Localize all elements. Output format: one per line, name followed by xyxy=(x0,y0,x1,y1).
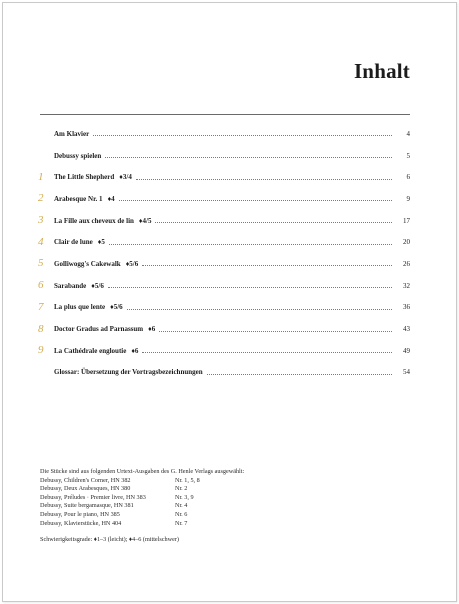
page-number: 9 xyxy=(406,194,410,203)
difficulty-grade: ♦5/6 xyxy=(91,281,104,290)
piece-number: 3 xyxy=(38,214,44,227)
page-number: 20 xyxy=(403,238,410,247)
entry-title: Debussy spielen xyxy=(54,151,102,160)
piece-number: 5 xyxy=(38,257,44,270)
page-number: 36 xyxy=(403,303,410,312)
edition-numbers: Nr. 6 xyxy=(175,510,188,518)
difficulty-legend: Schwierigkeitsgrade: ♦1–3 (leicht); ♦4–6 (mittelschwer) xyxy=(40,536,179,544)
edition-name: Debussy, Klavierstücke, HN 404 xyxy=(40,519,122,527)
piece-number: 9 xyxy=(38,344,44,357)
toc-entry[interactable] xyxy=(38,340,410,362)
entry-title-group xyxy=(54,130,89,138)
toc-entry[interactable] xyxy=(38,253,410,275)
piece-number: 7 xyxy=(38,300,44,313)
toc-entry[interactable] xyxy=(38,297,410,319)
page-number: 4 xyxy=(406,129,410,138)
page-number: 54 xyxy=(403,368,410,377)
edition-row xyxy=(40,502,244,511)
edition-row xyxy=(40,511,244,520)
entry-title: Sarabande xyxy=(54,281,87,290)
entry-title-group xyxy=(54,282,104,290)
dot-leader xyxy=(108,287,392,288)
difficulty-grade: ♦4/5 xyxy=(138,216,152,225)
entry-title: Am Klavier xyxy=(54,129,90,138)
edition-numbers: Nr. 1, 5, 8 xyxy=(175,476,200,484)
entry-title: Glossar: Übersetzung der Vortragsbezeichnungen xyxy=(54,368,203,377)
piece-number: 4 xyxy=(38,235,44,248)
edition-name: Debussy, Deux Arabesques, HN 380 xyxy=(40,485,131,493)
edition-list xyxy=(40,477,244,529)
page-number: 32 xyxy=(403,281,410,290)
piece-number: 6 xyxy=(38,279,44,292)
document-page xyxy=(2,2,457,602)
entry-title: Arabesque Nr. 1 xyxy=(54,194,103,203)
difficulty-grade: ♦5/6 xyxy=(110,303,123,312)
edition-notes xyxy=(40,468,244,545)
toc-entry[interactable] xyxy=(38,275,410,297)
dot-leader xyxy=(142,265,392,266)
edition-numbers: Nr. 4 xyxy=(175,502,188,510)
difficulty-grade: ♦6 xyxy=(148,325,156,334)
difficulty-grade: ♦4 xyxy=(107,194,115,203)
dot-leader xyxy=(142,352,392,353)
page-number: 17 xyxy=(403,216,410,225)
difficulty-grade: ♦6 xyxy=(131,346,139,355)
dot-leader xyxy=(207,374,392,375)
entry-title-group xyxy=(54,195,115,203)
dot-leader xyxy=(105,157,392,158)
entry-title: Clair de lune xyxy=(54,238,93,247)
edition-name: Debussy, Suite bergamasque, HN 381 xyxy=(40,502,134,510)
edition-numbers: Nr. 7 xyxy=(175,519,188,527)
dot-leader xyxy=(93,135,392,136)
piece-number: 1 xyxy=(38,170,44,183)
edition-numbers: Nr. 2 xyxy=(175,485,188,493)
toc-entry[interactable] xyxy=(38,166,410,188)
dot-leader xyxy=(155,222,392,223)
entry-title-group xyxy=(54,152,101,160)
dot-leader xyxy=(109,244,392,245)
edition-row xyxy=(40,485,244,494)
page-number: 49 xyxy=(403,346,410,355)
toc-entry[interactable] xyxy=(38,210,410,232)
entry-title-group xyxy=(54,347,138,355)
edition-intro: Die Stücke sind aus folgenden Urtext-Ausgaben des G. Henle Verlags ausgewählt: xyxy=(40,468,245,475)
piece-number: 2 xyxy=(38,192,44,205)
difficulty-grade: ♦3/4 xyxy=(119,173,132,182)
entry-title-group xyxy=(54,303,123,311)
entry-title-group xyxy=(54,217,151,225)
toc-entry[interactable] xyxy=(38,123,410,145)
entry-title: Golliwogg's Cakewalk xyxy=(54,259,121,268)
entry-title: La Cathédrale engloutie xyxy=(54,346,127,355)
edition-numbers: Nr. 3, 9 xyxy=(175,493,194,501)
difficulty-grade: ♦5 xyxy=(97,238,105,247)
edition-name: Debussy, Children's Corner, HN 382 xyxy=(40,476,131,484)
toc-entry[interactable] xyxy=(38,145,410,167)
toc-entry[interactable] xyxy=(38,318,410,340)
page-number: 6 xyxy=(406,173,410,182)
toc-entry[interactable] xyxy=(38,362,410,384)
difficulty-grade: ♦5/6 xyxy=(125,259,139,268)
dot-leader xyxy=(136,179,392,180)
entry-title: Doctor Gradus ad Parnassum xyxy=(54,325,144,334)
edition-row xyxy=(40,494,244,503)
entry-title-group xyxy=(54,173,132,181)
page-number: 5 xyxy=(406,151,410,160)
dot-leader xyxy=(127,309,392,310)
edition-row xyxy=(40,477,244,486)
toc-entry[interactable] xyxy=(38,188,410,210)
dot-leader xyxy=(159,331,392,332)
dot-leader xyxy=(119,200,392,201)
entry-title-group xyxy=(54,238,105,246)
entry-title: La Fille aux cheveux de lin xyxy=(54,216,134,225)
entry-title: The Little Shepherd xyxy=(54,173,115,182)
table-of-contents xyxy=(38,123,410,383)
edition-name: Debussy, Préludes · Premier livre, HN 383 xyxy=(40,493,146,501)
entry-title-group xyxy=(54,260,138,268)
toc-entry[interactable] xyxy=(38,231,410,253)
title-rule xyxy=(40,114,410,115)
piece-number: 8 xyxy=(38,322,44,335)
edition-name: Debussy, Pour le piano, HN 385 xyxy=(40,510,120,518)
page-number: 43 xyxy=(403,325,410,334)
page-title: Inhalt xyxy=(353,59,410,83)
entry-title-group xyxy=(54,325,155,333)
page-number: 26 xyxy=(403,259,410,268)
edition-row xyxy=(40,520,244,529)
entry-title: La plus que lente xyxy=(54,303,106,312)
entry-title-group xyxy=(54,368,203,376)
